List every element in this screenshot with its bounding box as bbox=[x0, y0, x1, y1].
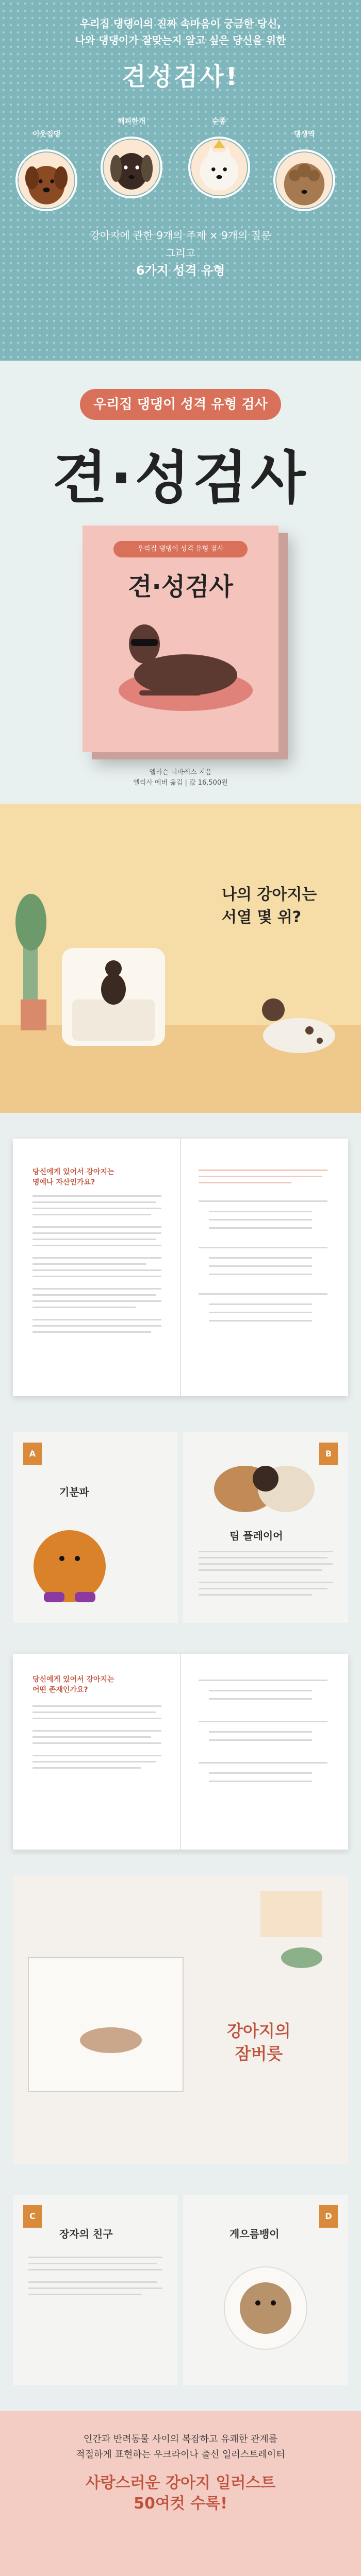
text-line bbox=[199, 1762, 327, 1764]
sleep-title-line2: 잠버릇 bbox=[235, 2044, 283, 2063]
profile-card-b bbox=[183, 1432, 348, 1623]
text-line bbox=[32, 1730, 161, 1732]
hero-bottom-line1: 강아지에 관한 9개의 주제 × 9개의 질문 bbox=[90, 229, 271, 242]
profile-card-d bbox=[183, 2195, 348, 2385]
text-line bbox=[209, 1781, 312, 1782]
text-line bbox=[209, 1690, 312, 1691]
text-spread-2 bbox=[0, 1638, 361, 1855]
dog-label-4: 댕생역 bbox=[293, 130, 315, 139]
profile-card-a bbox=[13, 1432, 178, 1623]
dog-label-2: 해피한개 bbox=[117, 117, 146, 126]
text-line bbox=[199, 1588, 327, 1589]
sleep-page bbox=[13, 1875, 348, 2164]
text-line bbox=[32, 1288, 161, 1290]
profile-name-b: 팀 플레이어 bbox=[229, 1530, 283, 1542]
dog-portrait-1 bbox=[13, 130, 80, 211]
text-line bbox=[199, 1680, 327, 1681]
text-line bbox=[32, 1269, 161, 1271]
text-line bbox=[32, 1307, 136, 1308]
room-illustration-section bbox=[0, 804, 361, 1113]
spread-heading-2 bbox=[32, 1674, 114, 1695]
text-line bbox=[28, 2294, 142, 2295]
text-line bbox=[32, 1201, 156, 1203]
text-line bbox=[32, 1214, 151, 1215]
text-line bbox=[32, 1300, 161, 1302]
badge-a: A bbox=[23, 1443, 42, 1465]
text-line bbox=[209, 1698, 312, 1700]
final-highlight-line1: 사랑스러운 강아지 일러스트 bbox=[85, 2474, 276, 2492]
profiles-cd-section bbox=[0, 2184, 361, 2401]
dog-illustration-4 bbox=[273, 149, 335, 211]
spread-page-1 bbox=[13, 1139, 348, 1396]
text-line bbox=[32, 1736, 151, 1738]
dog-illustration-2 bbox=[101, 137, 162, 198]
hero-bottom bbox=[0, 227, 361, 280]
room-question-line2: 서열 몇 위? bbox=[222, 908, 302, 926]
text-line bbox=[28, 2287, 162, 2289]
text-line bbox=[199, 1247, 327, 1248]
dog-portrait-4 bbox=[271, 130, 338, 211]
text-line bbox=[32, 1319, 161, 1320]
text-line bbox=[32, 1294, 156, 1296]
text-line bbox=[199, 1594, 312, 1596]
room-question bbox=[222, 884, 317, 929]
text-line bbox=[199, 1551, 333, 1552]
text-line-accent bbox=[199, 1170, 327, 1171]
hero-subtitle-line1: 우리집 댕댕이의 진짜 속마음이 궁금한 당신, bbox=[79, 18, 282, 30]
bed-illustration bbox=[13, 1875, 348, 2164]
text-line bbox=[209, 1739, 312, 1741]
pug-illustration bbox=[183, 2251, 348, 2365]
sleep-title bbox=[227, 2020, 291, 2065]
text-line bbox=[199, 1200, 327, 1202]
badge-b: B bbox=[319, 1443, 338, 1465]
book-cover bbox=[83, 526, 278, 752]
hero-section bbox=[0, 0, 361, 361]
spread-heading-1 bbox=[32, 1167, 114, 1188]
dog-label-3: 순종 bbox=[212, 117, 226, 126]
dog-illustration-1 bbox=[15, 149, 77, 211]
text-line bbox=[32, 1755, 161, 1756]
text-line bbox=[32, 1276, 161, 1277]
text-line bbox=[199, 1563, 333, 1565]
text-line bbox=[32, 1711, 156, 1713]
dog-label-1: 이웃집댕 bbox=[32, 130, 61, 139]
text-line-accent bbox=[199, 1182, 291, 1183]
spread-heading-1-line2: 명예나 자산인가요? bbox=[32, 1178, 95, 1187]
text-line bbox=[209, 1274, 312, 1275]
book-pill: 우리집 댕댕이 성격 유형 검사 bbox=[80, 389, 281, 420]
spread-divider bbox=[180, 1654, 181, 1850]
text-line bbox=[199, 1293, 327, 1295]
text-line bbox=[32, 1718, 161, 1719]
text-line bbox=[209, 1320, 312, 1321]
room-question-line1: 나의 강아지는 bbox=[222, 886, 317, 904]
dog-portrait-3 bbox=[186, 117, 253, 198]
text-spread-1 bbox=[0, 1123, 361, 1412]
text-line bbox=[32, 1195, 161, 1197]
text-line bbox=[209, 1312, 312, 1313]
hero-bottom-line2: 그리고 bbox=[166, 247, 195, 259]
pomeranian-illustration bbox=[13, 1510, 178, 1613]
text-line bbox=[32, 1226, 161, 1228]
plant-icon bbox=[281, 1947, 322, 1968]
badge-d: D bbox=[319, 2205, 338, 2228]
text-line bbox=[32, 1245, 161, 1246]
hero-title: 견성검사! bbox=[122, 62, 239, 91]
text-line bbox=[209, 1227, 312, 1229]
text-line bbox=[28, 2269, 162, 2270]
final-text-line1: 인간과 반려동물 사이의 복잡하고 유쾌한 관계를 bbox=[83, 2434, 278, 2445]
text-line bbox=[32, 1767, 141, 1769]
greyhound-illustration bbox=[108, 603, 253, 716]
spa-dogs-illustration bbox=[0, 2519, 361, 2576]
dog-illustration-3 bbox=[188, 137, 250, 198]
text-line bbox=[32, 1705, 161, 1707]
book-title: 견·성검사 bbox=[52, 445, 309, 511]
text-line-accent bbox=[199, 1176, 322, 1177]
text-line bbox=[209, 1731, 312, 1733]
final-text-line2: 적절하게 표현하는 우크라이나 출신 일러스트레이터 bbox=[76, 2449, 285, 2460]
text-line bbox=[199, 1569, 322, 1571]
book-caption: 엘리슨 너바레스 지음 엘리사 에버 옮김 | 값 16,500원 bbox=[133, 769, 228, 787]
text-line bbox=[209, 1219, 312, 1221]
puppies-illustration bbox=[183, 1448, 348, 1525]
text-line bbox=[209, 1211, 312, 1212]
sleep-title-line1: 강아지의 bbox=[227, 2021, 291, 2041]
text-line bbox=[28, 2281, 157, 2283]
profile-name-d: 게으름뱅이 bbox=[229, 2228, 280, 2240]
hero-subtitle-line2: 나와 댕댕이가 잘맞는지 알고 싶은 당신을 위한 bbox=[75, 34, 286, 46]
cover-title: 견·성검사 bbox=[128, 572, 233, 601]
cover-pill: 우리집 댕댕이 성격 유형 검사 bbox=[113, 541, 248, 557]
profile-name-a: 기분파 bbox=[59, 1486, 89, 1498]
text-line bbox=[199, 1582, 333, 1583]
text-line bbox=[199, 1557, 327, 1558]
profiles-ab-section bbox=[0, 1422, 361, 1628]
profile-card-c bbox=[13, 2195, 178, 2385]
sleep-section bbox=[0, 1865, 361, 2174]
text-line bbox=[209, 1257, 312, 1259]
text-line bbox=[32, 1742, 161, 1744]
text-line bbox=[32, 1263, 146, 1265]
book-section bbox=[0, 361, 361, 804]
spread-heading-2-line1: 당신에게 있어서 강아지는 bbox=[32, 1675, 114, 1684]
hero-subtitle bbox=[0, 15, 361, 48]
text-line bbox=[32, 1232, 161, 1234]
spread-page-2 bbox=[13, 1654, 348, 1850]
text-line bbox=[209, 1303, 312, 1305]
text-line bbox=[32, 1239, 156, 1240]
text-line bbox=[28, 2263, 157, 2264]
profile-name-c: 장자의 친구 bbox=[59, 2228, 113, 2240]
final-highlight bbox=[0, 2473, 361, 2514]
text-line bbox=[209, 1265, 312, 1267]
badge-c: C bbox=[23, 2205, 42, 2228]
text-line bbox=[32, 1257, 161, 1259]
text-line bbox=[199, 1721, 327, 1722]
text-line bbox=[32, 1325, 161, 1327]
text-line bbox=[28, 2257, 162, 2258]
text-line bbox=[32, 1331, 151, 1333]
text-line bbox=[209, 1772, 312, 1774]
spread-divider bbox=[180, 1139, 181, 1396]
spread-heading-2-line2: 어떤 존재인가요? bbox=[32, 1686, 88, 1694]
final-section bbox=[0, 2411, 361, 2576]
spread-heading-1-line1: 당신에게 있어서 강아지는 bbox=[32, 1168, 114, 1176]
text-line bbox=[32, 1208, 161, 1209]
final-text bbox=[0, 2432, 361, 2463]
hero-bottom-line3: 6가지 성격 유형 bbox=[136, 263, 225, 278]
room-illustration bbox=[0, 804, 361, 1113]
text-line bbox=[32, 1761, 156, 1762]
final-highlight-line2: 50여컷 수록! bbox=[134, 2495, 227, 2513]
dog-portrait-2 bbox=[98, 117, 165, 198]
